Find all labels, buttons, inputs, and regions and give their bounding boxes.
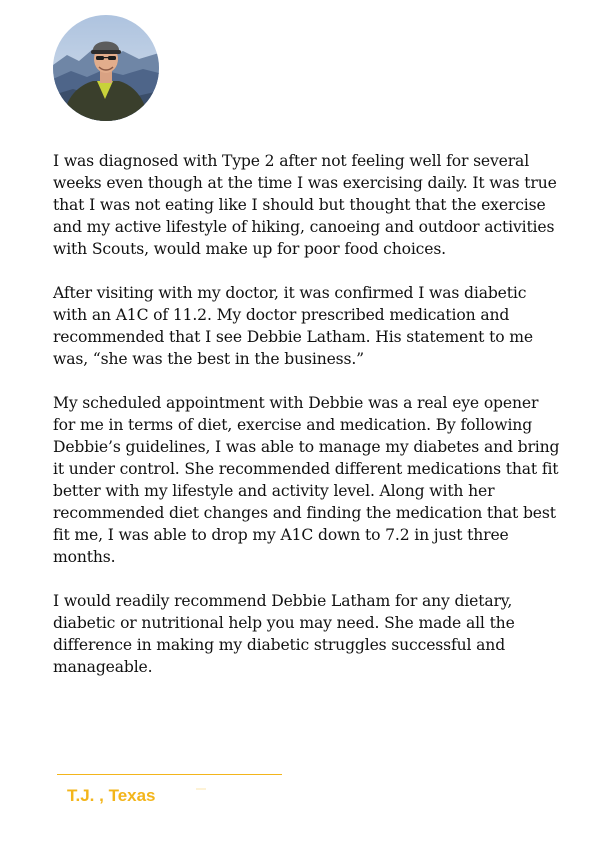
author-name: T.J. , Texas	[67, 786, 156, 805]
testimonial-paragraph: My scheduled appointment with Debbie was a real eye opener for me in terms of diet, exercise and medication. By following Debbie’s guidelines, I was able to manage my diabetes and bring it under control. She recommended different medications that fit better with my lifestyle and activity level. Along with her recommended diet changes and finding the medication that best fit me, I was able to drop my A1C down to 7.2 in just three months.	[53, 394, 560, 566]
person-photo-icon	[53, 15, 159, 121]
author-avatar	[53, 15, 159, 121]
testimonial-paragraph: I was diagnosed with Type 2 after not feeling well for several weeks even though at the time I was exercising daily. It was true that I was not eating like I should but thought that the exercise and my active lifestyle of hiking, canoeing and outdoor activities with Scouts, would make up for poor food choices.	[53, 152, 557, 258]
decorative-mark	[196, 788, 206, 790]
testimonial-paragraph: After visiting with my doctor, it was confirmed I was diabetic with an A1C of 11.2. My doctor prescribed medication and recommended that I see Debbie Latham. His statement to me was, “she was the best in the business.”	[53, 284, 533, 368]
author-divider	[57, 774, 282, 775]
testimonial-paragraph: I would readily recommend Debbie Latham for any dietary, diabetic or nutritional help you may need. She made all the difference in making my diabetic struggles successful and manageable.	[53, 592, 515, 676]
testimonial-body	[53, 150, 563, 700]
